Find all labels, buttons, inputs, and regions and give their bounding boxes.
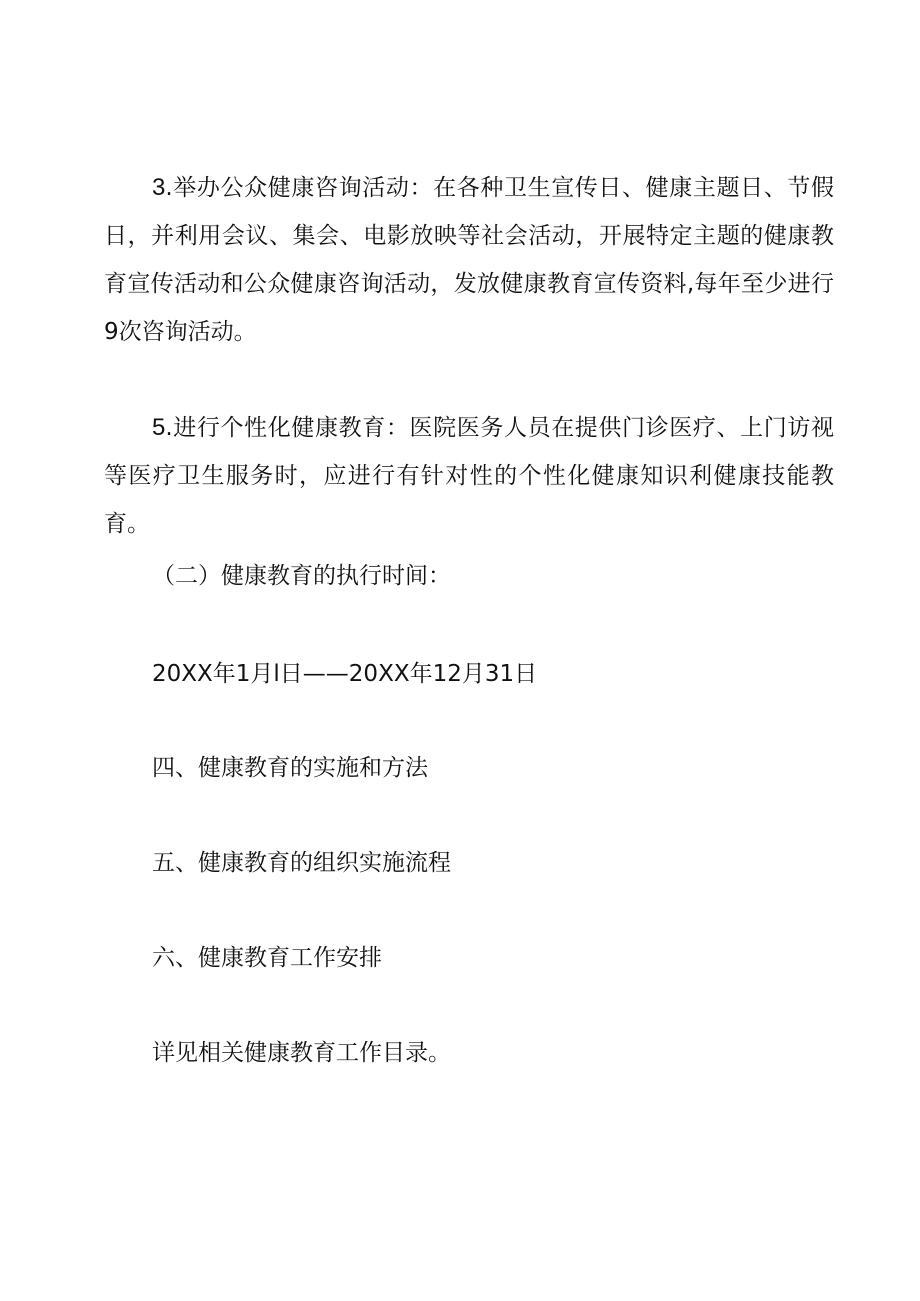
closing-line: 详见相关健康教育工作目录。 (152, 1040, 451, 1066)
heading-5: 五、健康教育的组织实施流程 (152, 850, 451, 876)
paragraph-item-3 (104, 164, 834, 356)
item-3-text: .举办公众健康咨询活动：在各种卫生宣传日、健康主题日、节假日，并利用会议、集会、电影放映等社会活动，开展特定主题的健康教育宣传活动和公众健康咨询活动，发放健康教育宣传资料,每年至少进行9次咨询活动。 (104, 175, 834, 345)
heading-6: 六、健康教育工作安排 (152, 945, 382, 971)
paragraph-item-5 (104, 404, 834, 548)
item-5-number: 5 (152, 414, 166, 441)
date-range: 20XX年1月l日——20XX年12月31日 (152, 661, 538, 687)
section-2-heading: （二）健康教育的执行时间： (152, 563, 451, 589)
item-5-text: .进行个性化健康教育：医院医务人员在提供门诊医疗、上门访视等医疗卫生服务时，应进行有针对性的个性化健康知识利健康技能教育。 (104, 415, 834, 537)
heading-4: 四、健康教育的实施和方法 (152, 755, 428, 781)
item-3-number: 3 (152, 174, 166, 201)
